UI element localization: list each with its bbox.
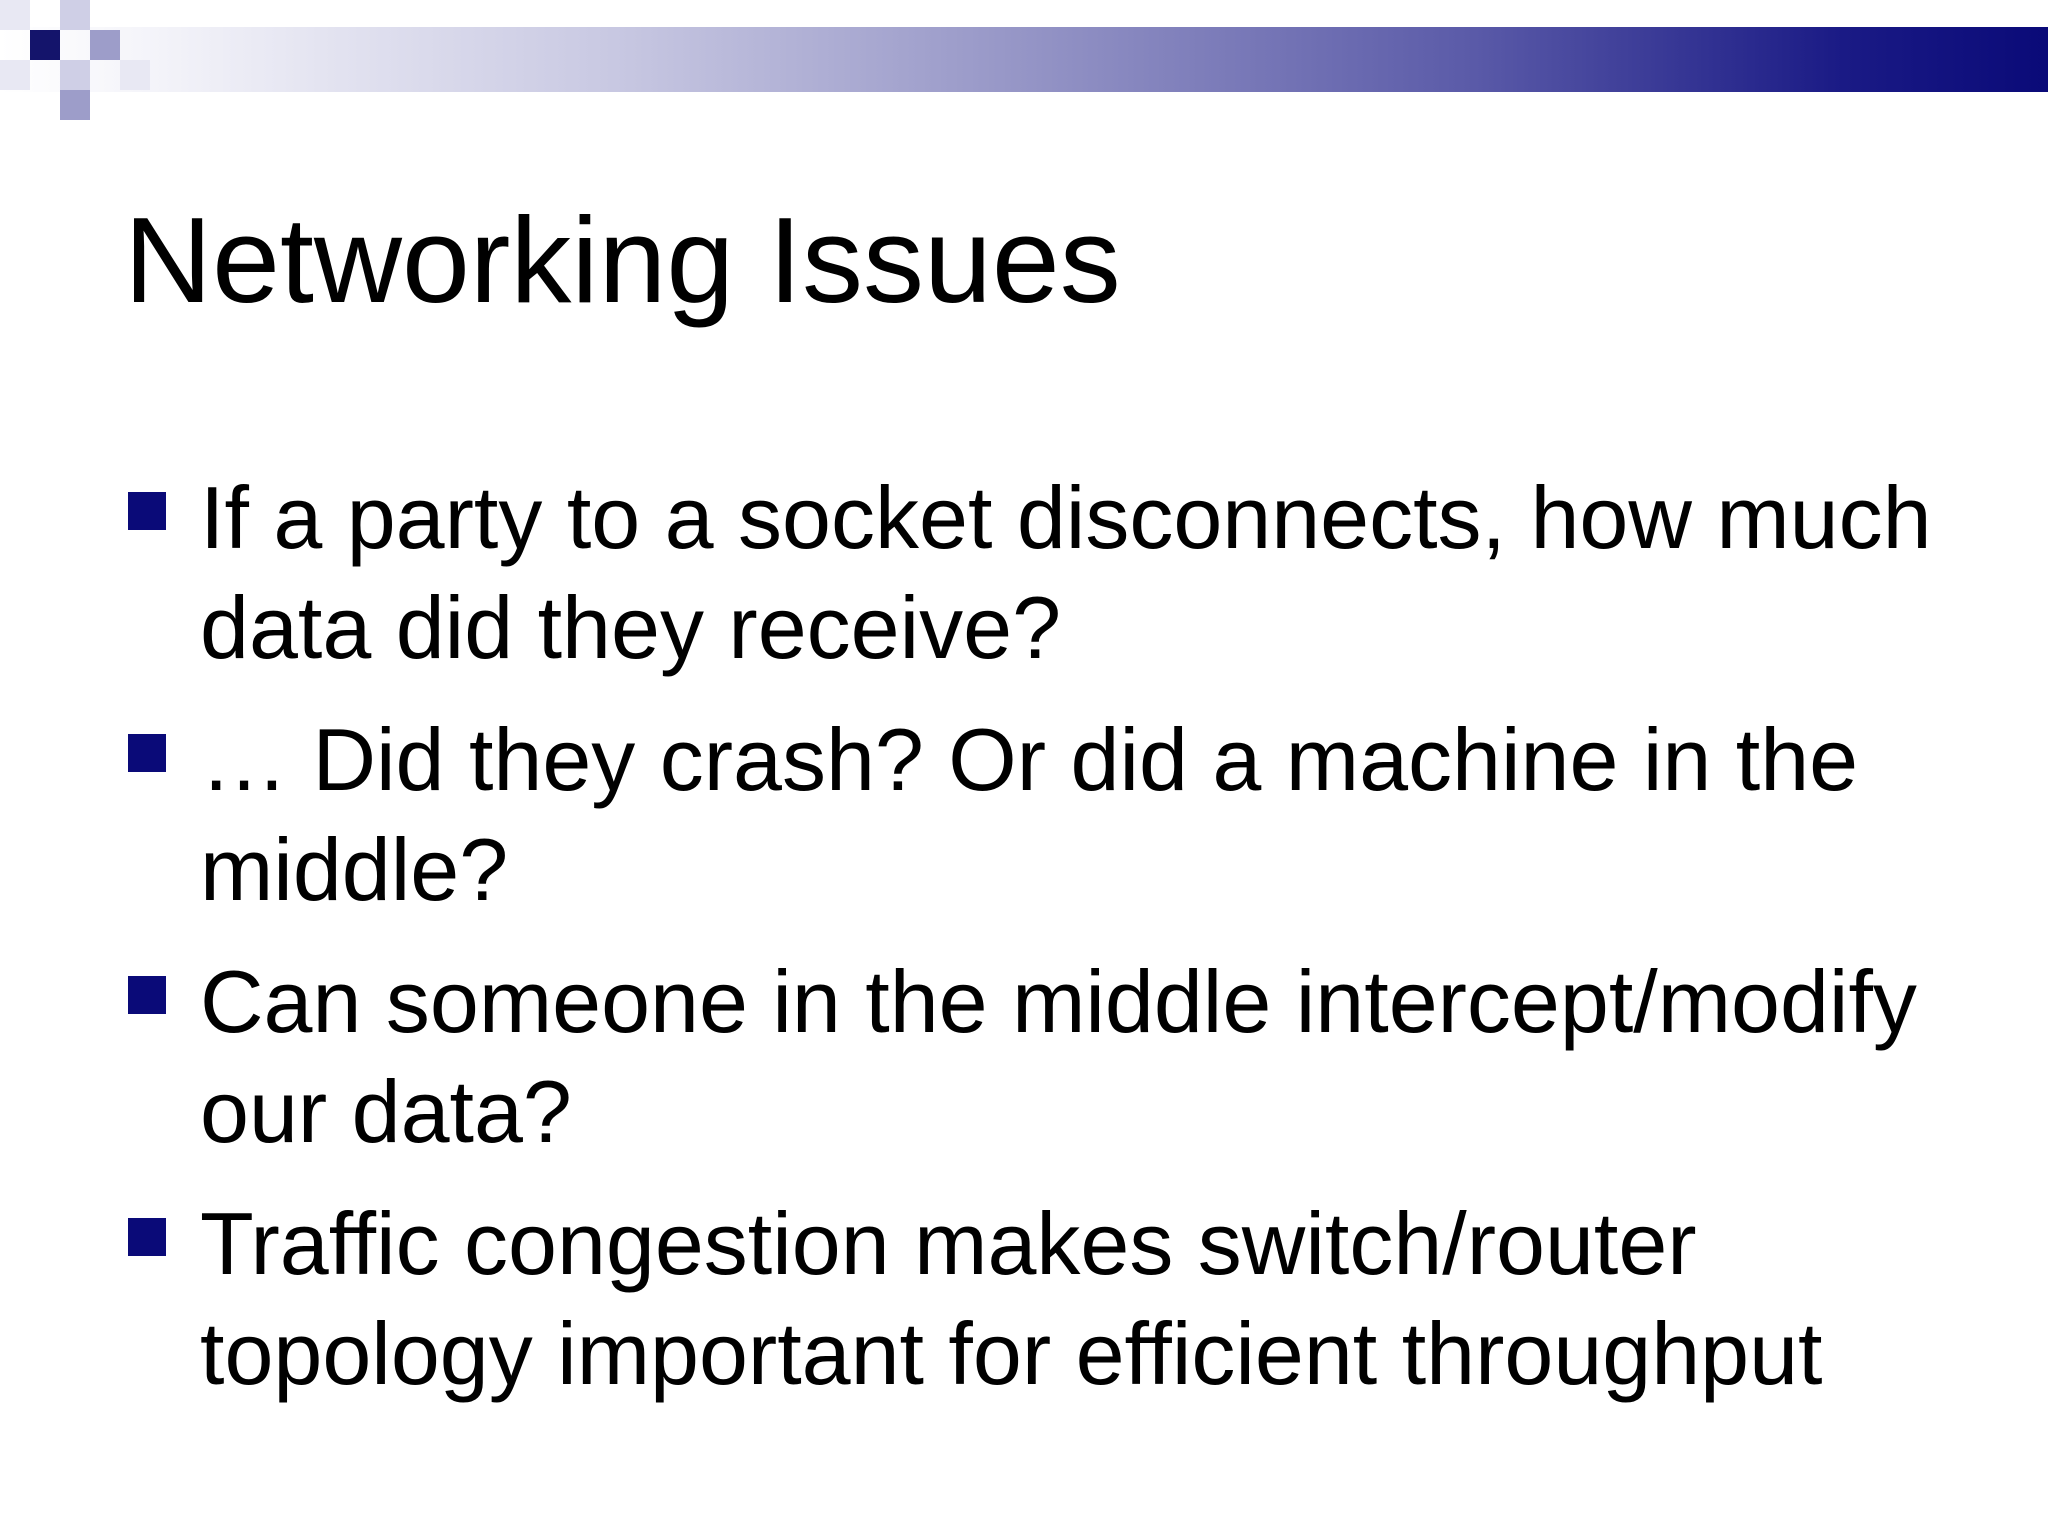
square-bullet-icon [128,734,166,772]
bullet-text: If a party to a socket disconnects, how much data did they receive? [200,468,1932,677]
bullet-item [128,1189,2008,1409]
bullet-item [128,947,2008,1167]
bullet-list [128,463,2008,1431]
square-bullet-icon [128,976,166,1014]
square-bullet-icon [128,492,166,530]
bullet-item [128,705,2008,925]
bullet-item [128,463,2008,683]
square-bullet-icon [128,1218,166,1256]
header-gradient-bar [0,27,2048,92]
slide-title: Networking Issues [124,192,1121,328]
bullet-text: Traffic congestion makes switch/router topology important for efficient throughput [200,1194,1823,1403]
bullet-text: Can someone in the middle intercept/modify our data? [200,952,1917,1161]
bullet-text: … Did they crash? Or did a machine in the middle? [200,710,1859,919]
